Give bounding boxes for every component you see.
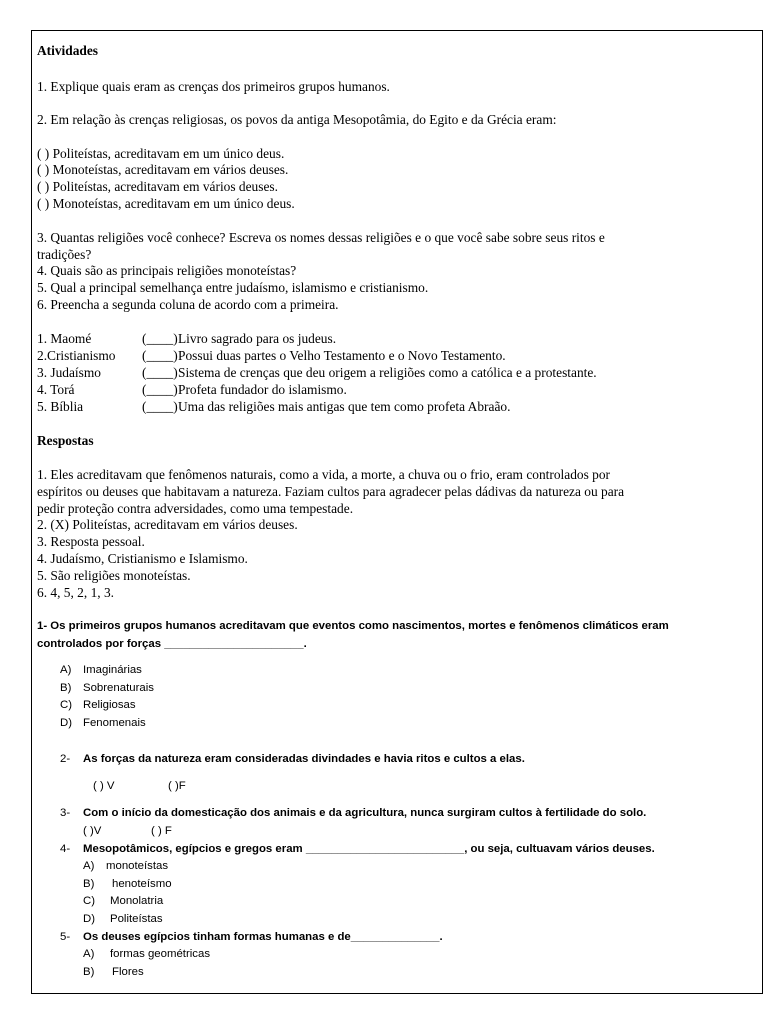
option-letter: C) (83, 895, 96, 907)
match-left: 4. Torá (37, 382, 75, 397)
q2-option: ( ) Politeístas, acreditavam em um único deus. (37, 146, 285, 161)
quiz-question-number: 4- (60, 843, 71, 855)
match-left: 1. Maomé (37, 331, 92, 346)
match-right: Livro sagrado para os judeus. (178, 331, 337, 346)
quiz-question-4: Mesopotâmicos, egípcios e gregos eram _________________________, ou seja, cultuavam vários deuses. (83, 843, 655, 855)
option-text[interactable]: Flores (112, 966, 144, 978)
option-letter: D) (83, 913, 96, 925)
match-blank[interactable]: (____) (142, 348, 178, 363)
match-right: Sistema de crenças que deu origem a religiões como a católica e a protestante. (178, 365, 597, 380)
option-letter: B) (83, 966, 95, 978)
option-text[interactable]: formas geométricas (110, 948, 211, 960)
answer-3: 3. Resposta pessoal. (37, 534, 145, 549)
match-left: 5. Bíblia (37, 399, 84, 414)
quiz-question-1: 1- Os primeiros grupos humanos acreditavam que eventos como nascimentos, mortes e fenômenos climáticos eram (37, 620, 669, 632)
answer-1-cont: pedir proteção contra adversidades, como uma tempestade. (37, 501, 354, 516)
option-letter: A) (83, 948, 95, 960)
heading-activities: Atividades (37, 43, 99, 58)
option-text[interactable]: henoteísmo (112, 878, 172, 890)
question-1: 1. Explique quais eram as crenças dos primeiros grupos humanos. (37, 79, 390, 94)
question-2: 2. Em relação às crenças religiosas, os povos da antiga Mesopotâmia, do Egito e da Grécia eram: (37, 112, 557, 127)
quiz-question-3: Com o início da domesticação dos animais e da agricultura, nunca surgiram cultos à fertilidade do solo. (83, 807, 647, 819)
quiz-question-number: 2- (60, 753, 71, 765)
false-option[interactable]: ( ) F (151, 825, 172, 837)
option-text[interactable]: Politeístas (110, 913, 163, 925)
question-6: 6. Preencha a segunda coluna de acordo com a primeira. (37, 297, 339, 312)
question-3: 3. Quantas religiões você conhece? Escreva os nomes dessas religiões e o que você sabe sobre seus ritos e (37, 230, 605, 245)
q2-option: ( ) Politeístas, acreditavam em vários deuses. (37, 179, 278, 194)
option-letter: D) (60, 717, 73, 729)
option-letter: A) (83, 860, 95, 872)
match-blank[interactable]: (____) (142, 365, 178, 380)
match-blank[interactable]: (____) (142, 382, 178, 397)
question-4: 4. Quais são as principais religiões monoteístas? (37, 263, 297, 278)
answer-1: 1. Eles acreditavam que fenômenos naturais, como a vida, a morte, a chuva ou o frio, eram controlados por (37, 467, 610, 482)
true-option[interactable]: ( )V (83, 825, 102, 837)
heading-answers: Respostas (37, 433, 94, 448)
question-5: 5. Qual a principal semelhança entre judaísmo, islamismo e cristianismo. (37, 280, 429, 295)
option-letter: B) (60, 682, 72, 694)
option-text[interactable]: Fenomenais (83, 717, 146, 729)
match-blank[interactable]: (____) (142, 399, 178, 414)
question-3-cont: tradições? (37, 247, 92, 262)
quiz-question-number: 3- (60, 807, 71, 819)
option-letter: A) (60, 664, 72, 676)
answer-5: 5. São religiões monoteístas. (37, 568, 191, 583)
option-letter: C) (60, 699, 73, 711)
quiz-question-5: Os deuses egípcios tinham formas humanas e de______________. (83, 931, 443, 943)
option-letter: B) (83, 878, 95, 890)
option-text[interactable]: Imaginárias (83, 664, 142, 676)
q2-option: ( ) Monoteístas, acreditavam em vários deuses. (37, 162, 289, 177)
match-right: Profeta fundador do islamismo. (178, 382, 347, 397)
quiz-question-1-cont: controlados por forças ______________________. (37, 638, 307, 650)
match-left: 2.Cristianismo (37, 348, 116, 363)
option-text[interactable]: Sobrenaturais (83, 682, 154, 694)
answer-6: 6. 4, 5, 2, 1, 3. (37, 585, 114, 600)
match-right: Uma das religiões mais antigas que tem como profeta Abraão. (178, 399, 511, 414)
match-blank[interactable]: (____) (142, 331, 178, 346)
option-text[interactable]: Religiosas (83, 699, 136, 711)
match-left: 3. Judaísmo (37, 365, 101, 380)
false-option[interactable]: ( )F (168, 780, 186, 792)
answer-4: 4. Judaísmo, Cristianismo e Islamismo. (37, 551, 248, 566)
answer-2: 2. (X) Politeístas, acreditavam em vários deuses. (37, 517, 298, 532)
quiz-question-number: 5- (60, 931, 71, 943)
option-text[interactable]: monoteístas (106, 860, 169, 872)
answer-1-cont: espíritos ou deuses que habitavam a natureza. Faziam cultos para agradecer pelas dádivas da natureza ou para (37, 484, 625, 499)
quiz-question-2: As forças da natureza eram consideradas divindades e havia ritos e cultos a elas. (83, 753, 525, 765)
true-option[interactable]: ( ) V (93, 780, 115, 792)
option-text[interactable]: Monolatria (110, 895, 164, 907)
match-right: Possui duas partes o Velho Testamento e o Novo Testamento. (178, 348, 506, 363)
q2-option: ( ) Monoteístas, acreditavam em um único deus. (37, 196, 295, 211)
